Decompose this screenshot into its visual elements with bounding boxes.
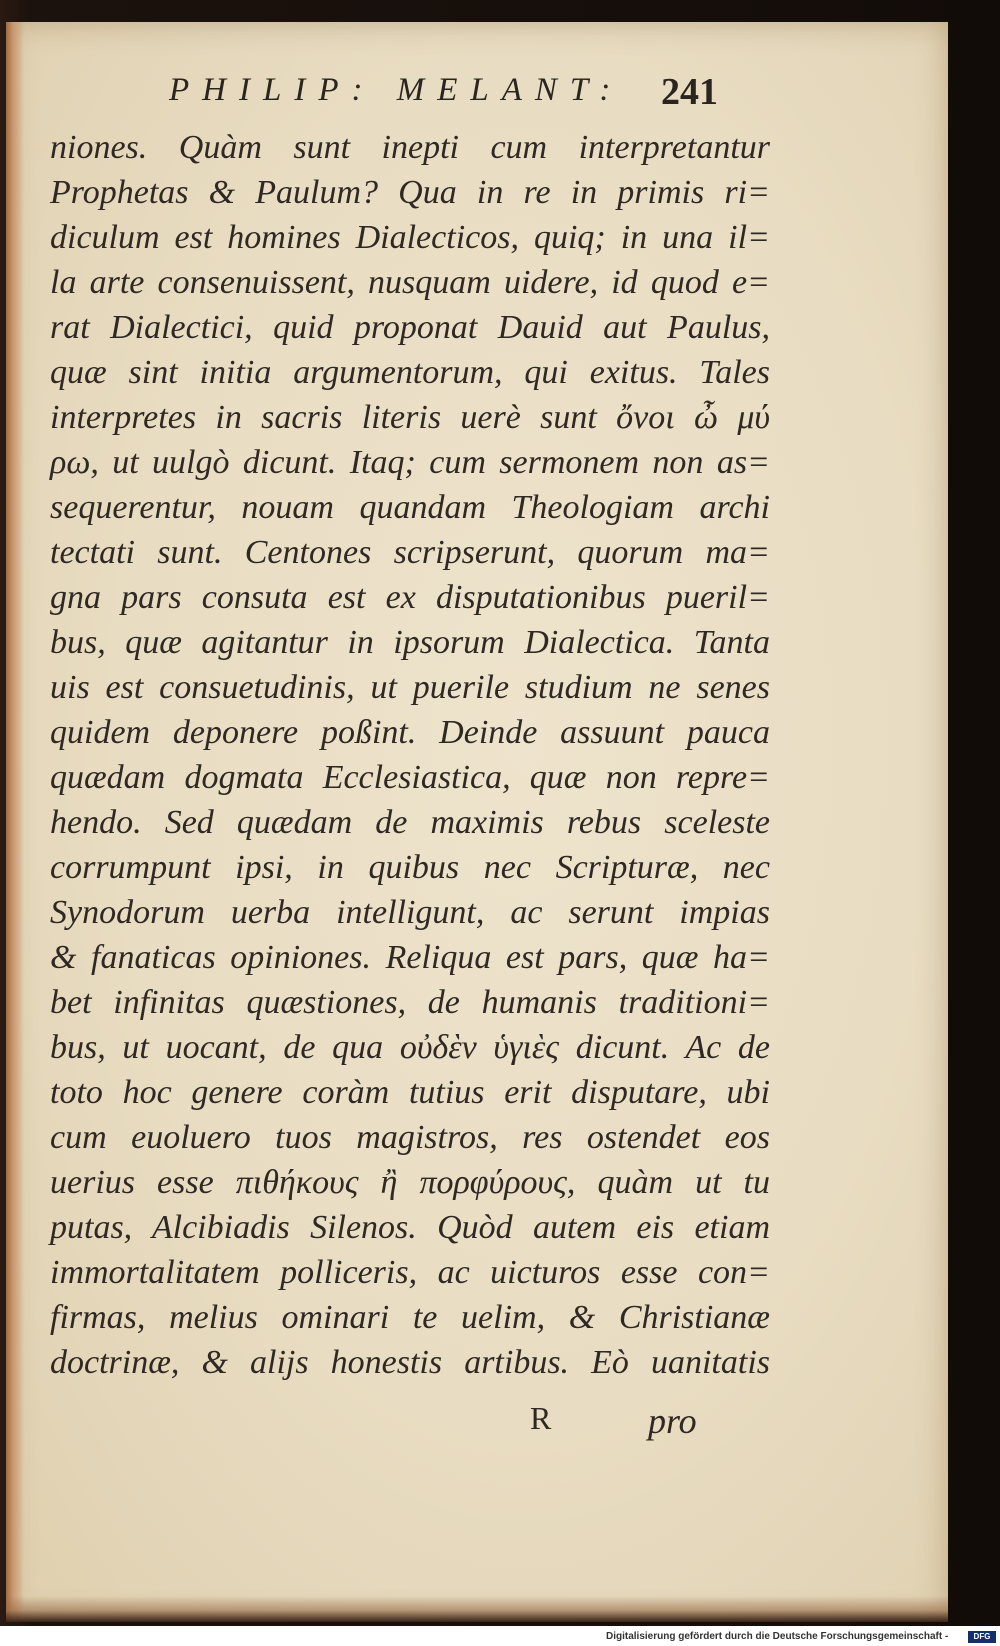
text-line: Prophetas & Paulum? Qua in re in primis ri= (50, 174, 770, 211)
text-line: Synodorum uerba intelligunt, ac serunt impias (50, 894, 770, 931)
text-line: corrumpunt ipsi, in quibus nec Scripturæ, nec (50, 849, 770, 886)
running-title: PHILIP: MELANT: (169, 72, 624, 108)
text-line: uis est consuetudinis, ut puerile studium ne senes (50, 669, 770, 706)
text-line: bus, quæ agitantur in ipsorum Dialectica. Tanta (50, 624, 770, 661)
text-line: putas, Alcibiadis Silenos. Quòd autem eis etiam (50, 1209, 770, 1246)
text-line: tectati sunt. Centones scripserunt, quorum ma= (50, 534, 770, 571)
running-head (54, 72, 754, 122)
text-line: quædam dogmata Ecclesiastica, quæ non repre= (50, 759, 770, 796)
text-line: diculum est homines Dialecticos, quiq; in una il= (50, 219, 770, 256)
direction-line (50, 1400, 770, 1445)
text-line: & fanaticas opiniones. Reliqua est pars, quæ ha= (50, 939, 770, 976)
page-number: 241 (661, 71, 718, 113)
text-line: firmas, melius ominari te uelim, & Christianæ (50, 1299, 770, 1336)
text-line: bet infinitas quæstiones, de humanis traditioni= (50, 984, 770, 1021)
text-line: bus, ut uocant, de qua οὐδὲν ὑγιὲς dicunt. Ac de (50, 1029, 770, 1066)
signature-mark: R (530, 1400, 552, 1436)
text-line: niones. Quàm sunt inepti cum interpretantur (50, 129, 770, 166)
dfg-logo: DFG (968, 1631, 996, 1643)
text-line: la arte consenuissent, nusquam uidere, id quod e= (50, 264, 770, 301)
text-line: rat Dialectici, quid proponat Dauid aut Paulus, (50, 309, 770, 346)
text-line: uerius esse πιθήκους ἢ πορφύρους, quàm ut tu (50, 1164, 770, 1201)
text-line: ρω, ut uulgò dicunt. Itaq; cum sermonem non as= (50, 444, 770, 481)
text-line: cum euoluero tuos magistros, res ostendet eos (50, 1119, 770, 1156)
text-line: quæ sint initia argumentorum, qui exitus. Tales (50, 354, 770, 391)
text-line: gna pars consuta est ex disputationibus pueril= (50, 579, 770, 616)
text-line: immortalitatem polliceris, ac uicturos esse con= (50, 1254, 770, 1291)
text-line: toto hoc genere coràm tutius erit disputare, ubi (50, 1074, 770, 1111)
text-line: hendo. Sed quædam de maximis rebus sceleste (50, 804, 770, 841)
text-line: interpretes in sacris literis uerè sunt ὄνοι ὦ μύ (50, 399, 770, 436)
book-page (6, 22, 948, 1622)
catchword: pro (648, 1401, 697, 1441)
text-line: doctrinæ, & alijs honestis artibus. Eò uanitatis (50, 1344, 770, 1381)
text-line: quidem deponere poßint. Deinde assuunt pauca (50, 714, 770, 751)
text-line: sequerentur, nouam quandam Theologiam archi (50, 489, 770, 526)
text-block (50, 125, 770, 1415)
digitization-credit: Digitalisierung gefördert durch die Deutsche Forschungsgemeinschaft - (606, 1631, 949, 1642)
